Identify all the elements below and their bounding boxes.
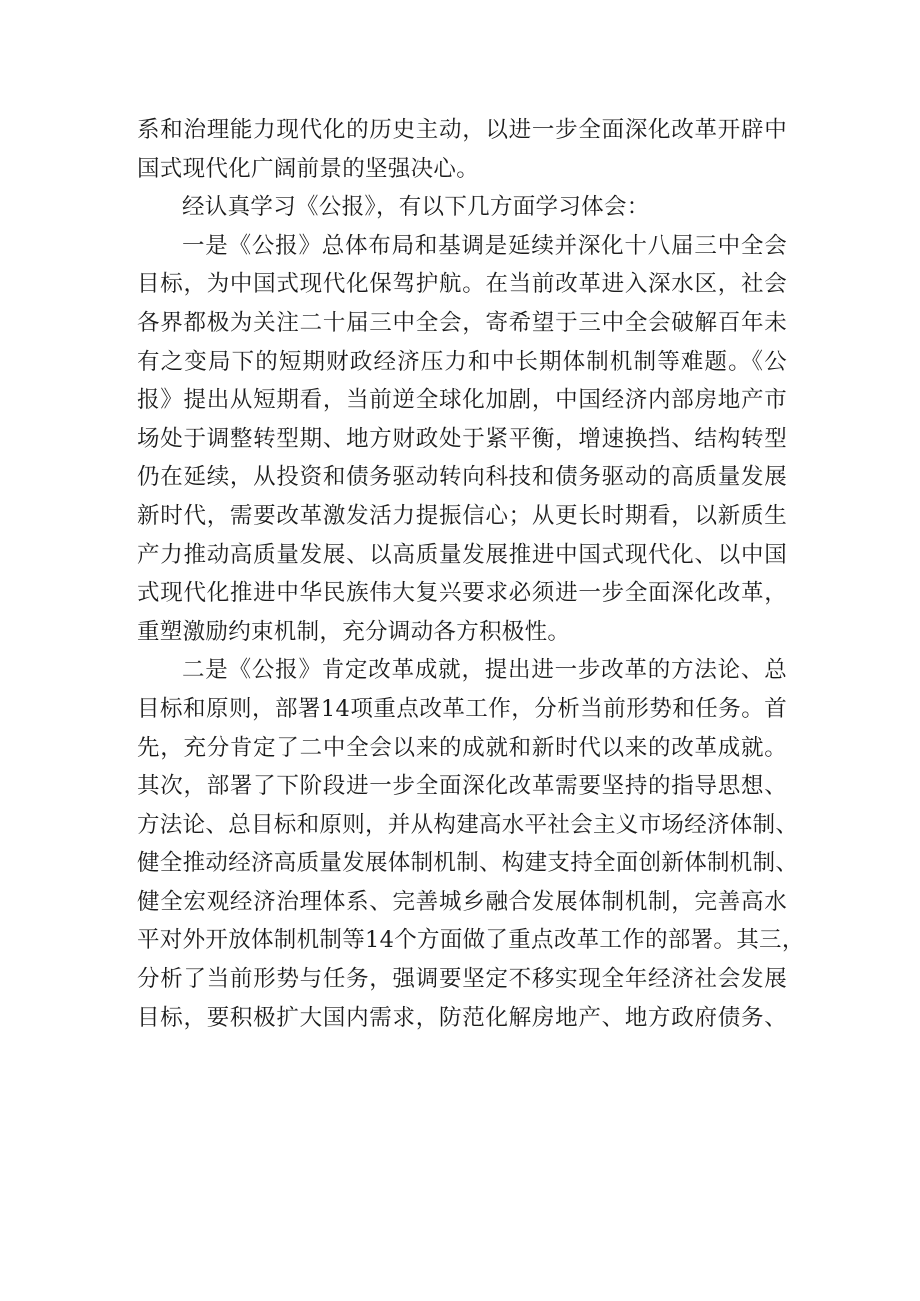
- text-line: 场处于调整转型期、地方财政处于紧平衡，增速换挡、结构转型: [137, 425, 787, 452]
- text-line: 二是《公报》肯定改革成就，提出进一步改革的方法论、总: [182, 657, 787, 684]
- text-line: 目标，要积极扩大国内需求，防范化解房地产、地方政府债务、: [137, 1004, 787, 1031]
- text-line: 仍在延续，从投资和债务驱动转向科技和债务驱动的高质量发展: [137, 464, 787, 491]
- text-line: 经认真学习《公报》，有以下几方面学习体会：: [182, 194, 650, 221]
- text-line: 目标，为中国式现代化保驾护航。在当前改革进入深水区，社会: [137, 271, 787, 298]
- text-line: 分析了当前形势与任务，强调要坚定不移实现全年经济社会发展: [137, 966, 787, 993]
- body-text: [137, 111, 805, 1037]
- text-line: 报》提出从短期看，当前逆全球化加剧，中国经济内部房地产市: [137, 387, 787, 414]
- text-line: 新时代，需要改革激发活力提振信心；从更长时期看，以新质生: [137, 502, 787, 529]
- text-line: 健全宏观经济治理体系、完善城乡融合发展体制机制，完善高水: [137, 888, 787, 915]
- text-line: 平对外开放体制机制等14个方面做了重点改革工作的部署。其三，: [137, 927, 805, 954]
- text-line: 健全推动经济高质量发展体制机制、构建支持全面创新体制机制、: [137, 850, 799, 877]
- text-line: 方法论、总目标和原则，并从构建高水平社会主义市场经济体制、: [137, 811, 799, 838]
- text-line: 先，充分肯定了二中全会以来的成就和新时代以来的改革成就。: [137, 734, 787, 761]
- text-line: 目标和原则，部署14项重点改革工作，分析当前形势和任务。首: [137, 695, 787, 722]
- text-line: 其次，部署了下阶段进一步全面深化改革需要坚持的指导思想、: [137, 773, 787, 800]
- text-line: 国式现代化广阔前景的坚强决心。: [137, 155, 480, 182]
- text-line: 产力推动高质量发展、以高质量发展推进中国式现代化、以中国: [137, 541, 787, 568]
- text-line: 一是《公报》总体布局和基调是延续并深化十八届三中全会: [182, 232, 787, 259]
- text-line: 式现代化推进中华民族伟大复兴要求必须进一步全面深化改革，: [137, 580, 787, 607]
- text-line: 有之变局下的短期财政经济压力和中长期体制机制等难题。《公: [137, 348, 787, 375]
- text-line: 系和治理能力现代化的历史主动，以进一步全面深化改革开辟中: [137, 117, 787, 143]
- text-line: 各界都极为关注二十届三中全会，寄希望于三中全会破解百年未: [137, 309, 787, 336]
- text-line: 重塑激励约束机制，充分调动各方积极性。: [137, 618, 571, 645]
